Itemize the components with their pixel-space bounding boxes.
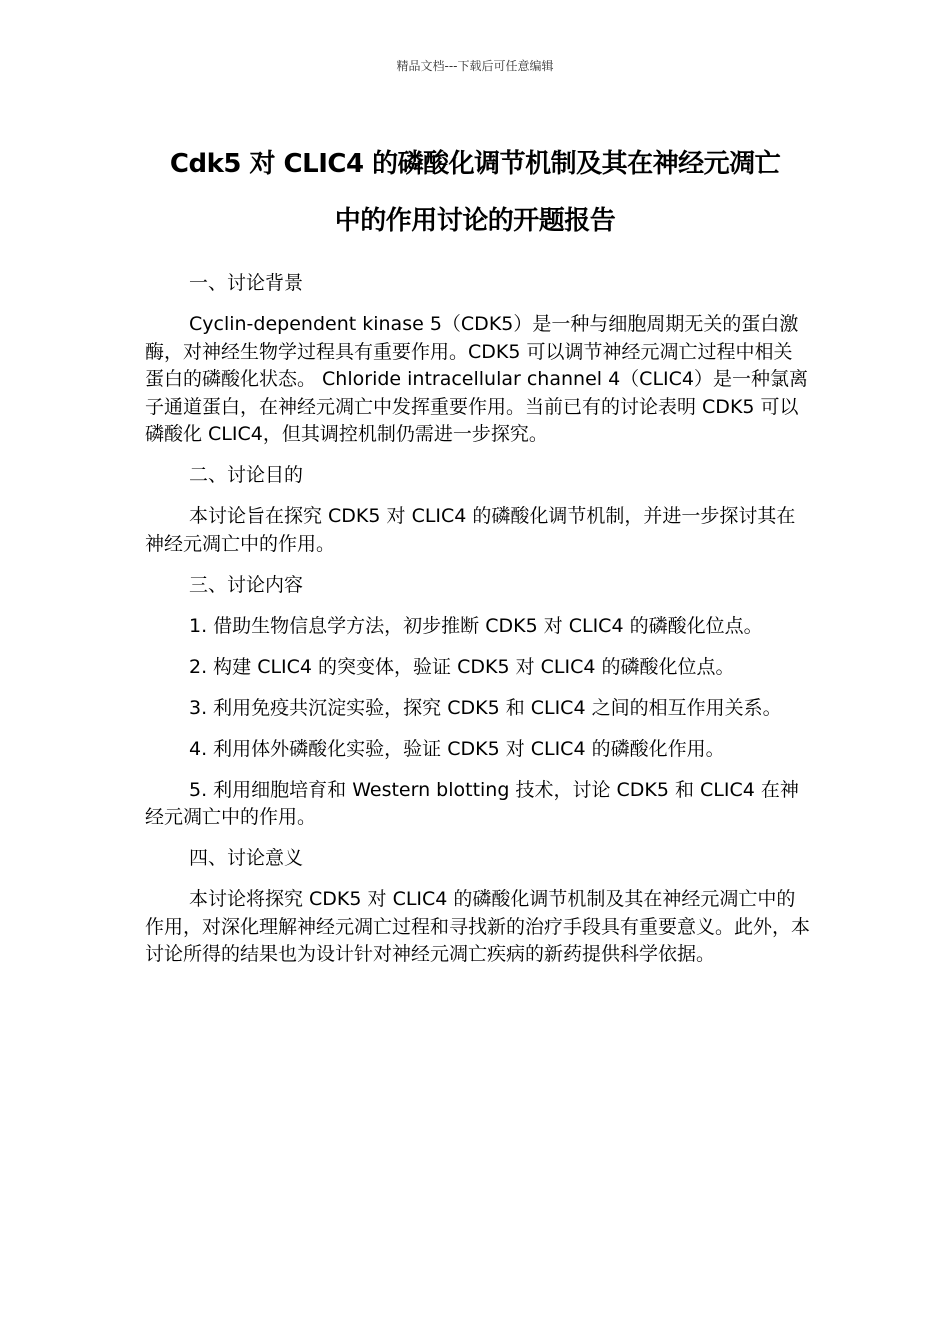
title-line-2: 中的作用讨论的开题报告 [334, 206, 616, 236]
section-heading-purpose: 二、讨论目的 [189, 464, 304, 486]
title-line-1: Cdk5 对 CLIC4 的磷酸化调节机制及其在神经元凋亡 [169, 149, 781, 179]
section-heading-significance: 四、讨论意义 [189, 847, 304, 869]
purpose-paragraph: 本讨论旨在探究 CDK5 对 CLIC4 的磷酸化调节机制，并进一步探讨其在神经元凋亡中的作用。 [145, 505, 796, 555]
document-body [145, 270, 810, 982]
significance-paragraph: 本讨论将探究 CDK5 对 CLIC4 的磷酸化调节机制及其在神经元凋亡中的作用，对深化理解神经元凋亡过程和寻找新的治疗手段具有重要意义。此外，本讨论所得的结果也为设计针对神经元凋亡疾病的新药提供科学依据。 [145, 888, 811, 965]
header-note: 精品文档---下载后可任意编辑 [396, 59, 554, 73]
content-item-5: 5. 利用细胞培育和 Western blotting 技术，讨论 CDK5 和 CLIC4 在神经元凋亡中的作用。 [145, 778, 799, 828]
page-title [130, 136, 820, 250]
content-item-1: 1. 借助生物信息学方法，初步推断 CDK5 对 CLIC4 的磷酸化位点。 [189, 614, 763, 637]
background-paragraph: Cyclin-dependent kinase 5（CDK5）是一种与细胞周期无关的蛋白激酶，对神经生物学过程具有重要作用。CDK5 可以调节神经元凋亡过程中相关蛋白的磷酸化状态。 Chloride intracellular channel 4（CLIC4）是一种氯离子通道蛋白，在神经元凋亡中发挥重要作用。当前已有的讨论表明 CDK5 可以磷酸化 CLIC4，但其调控机制仍需进一步探究。 [145, 313, 808, 445]
section-heading-content: 三、讨论内容 [189, 573, 304, 596]
content-item-2: 2. 构建 CLIC4 的突变体，验证 CDK5 对 CLIC4 的磷酸化位点。 [189, 655, 735, 678]
content-item-4: 4. 利用体外磷酸化实验，验证 CDK5 对 CLIC4 的磷酸化作用。 [189, 737, 725, 760]
content-item-3: 3. 利用免疫共沉淀实验，探究 CDK5 和 CLIC4 之间的相互作用关系。 [189, 696, 782, 719]
section-heading-background: 一、讨论背景 [189, 272, 304, 294]
